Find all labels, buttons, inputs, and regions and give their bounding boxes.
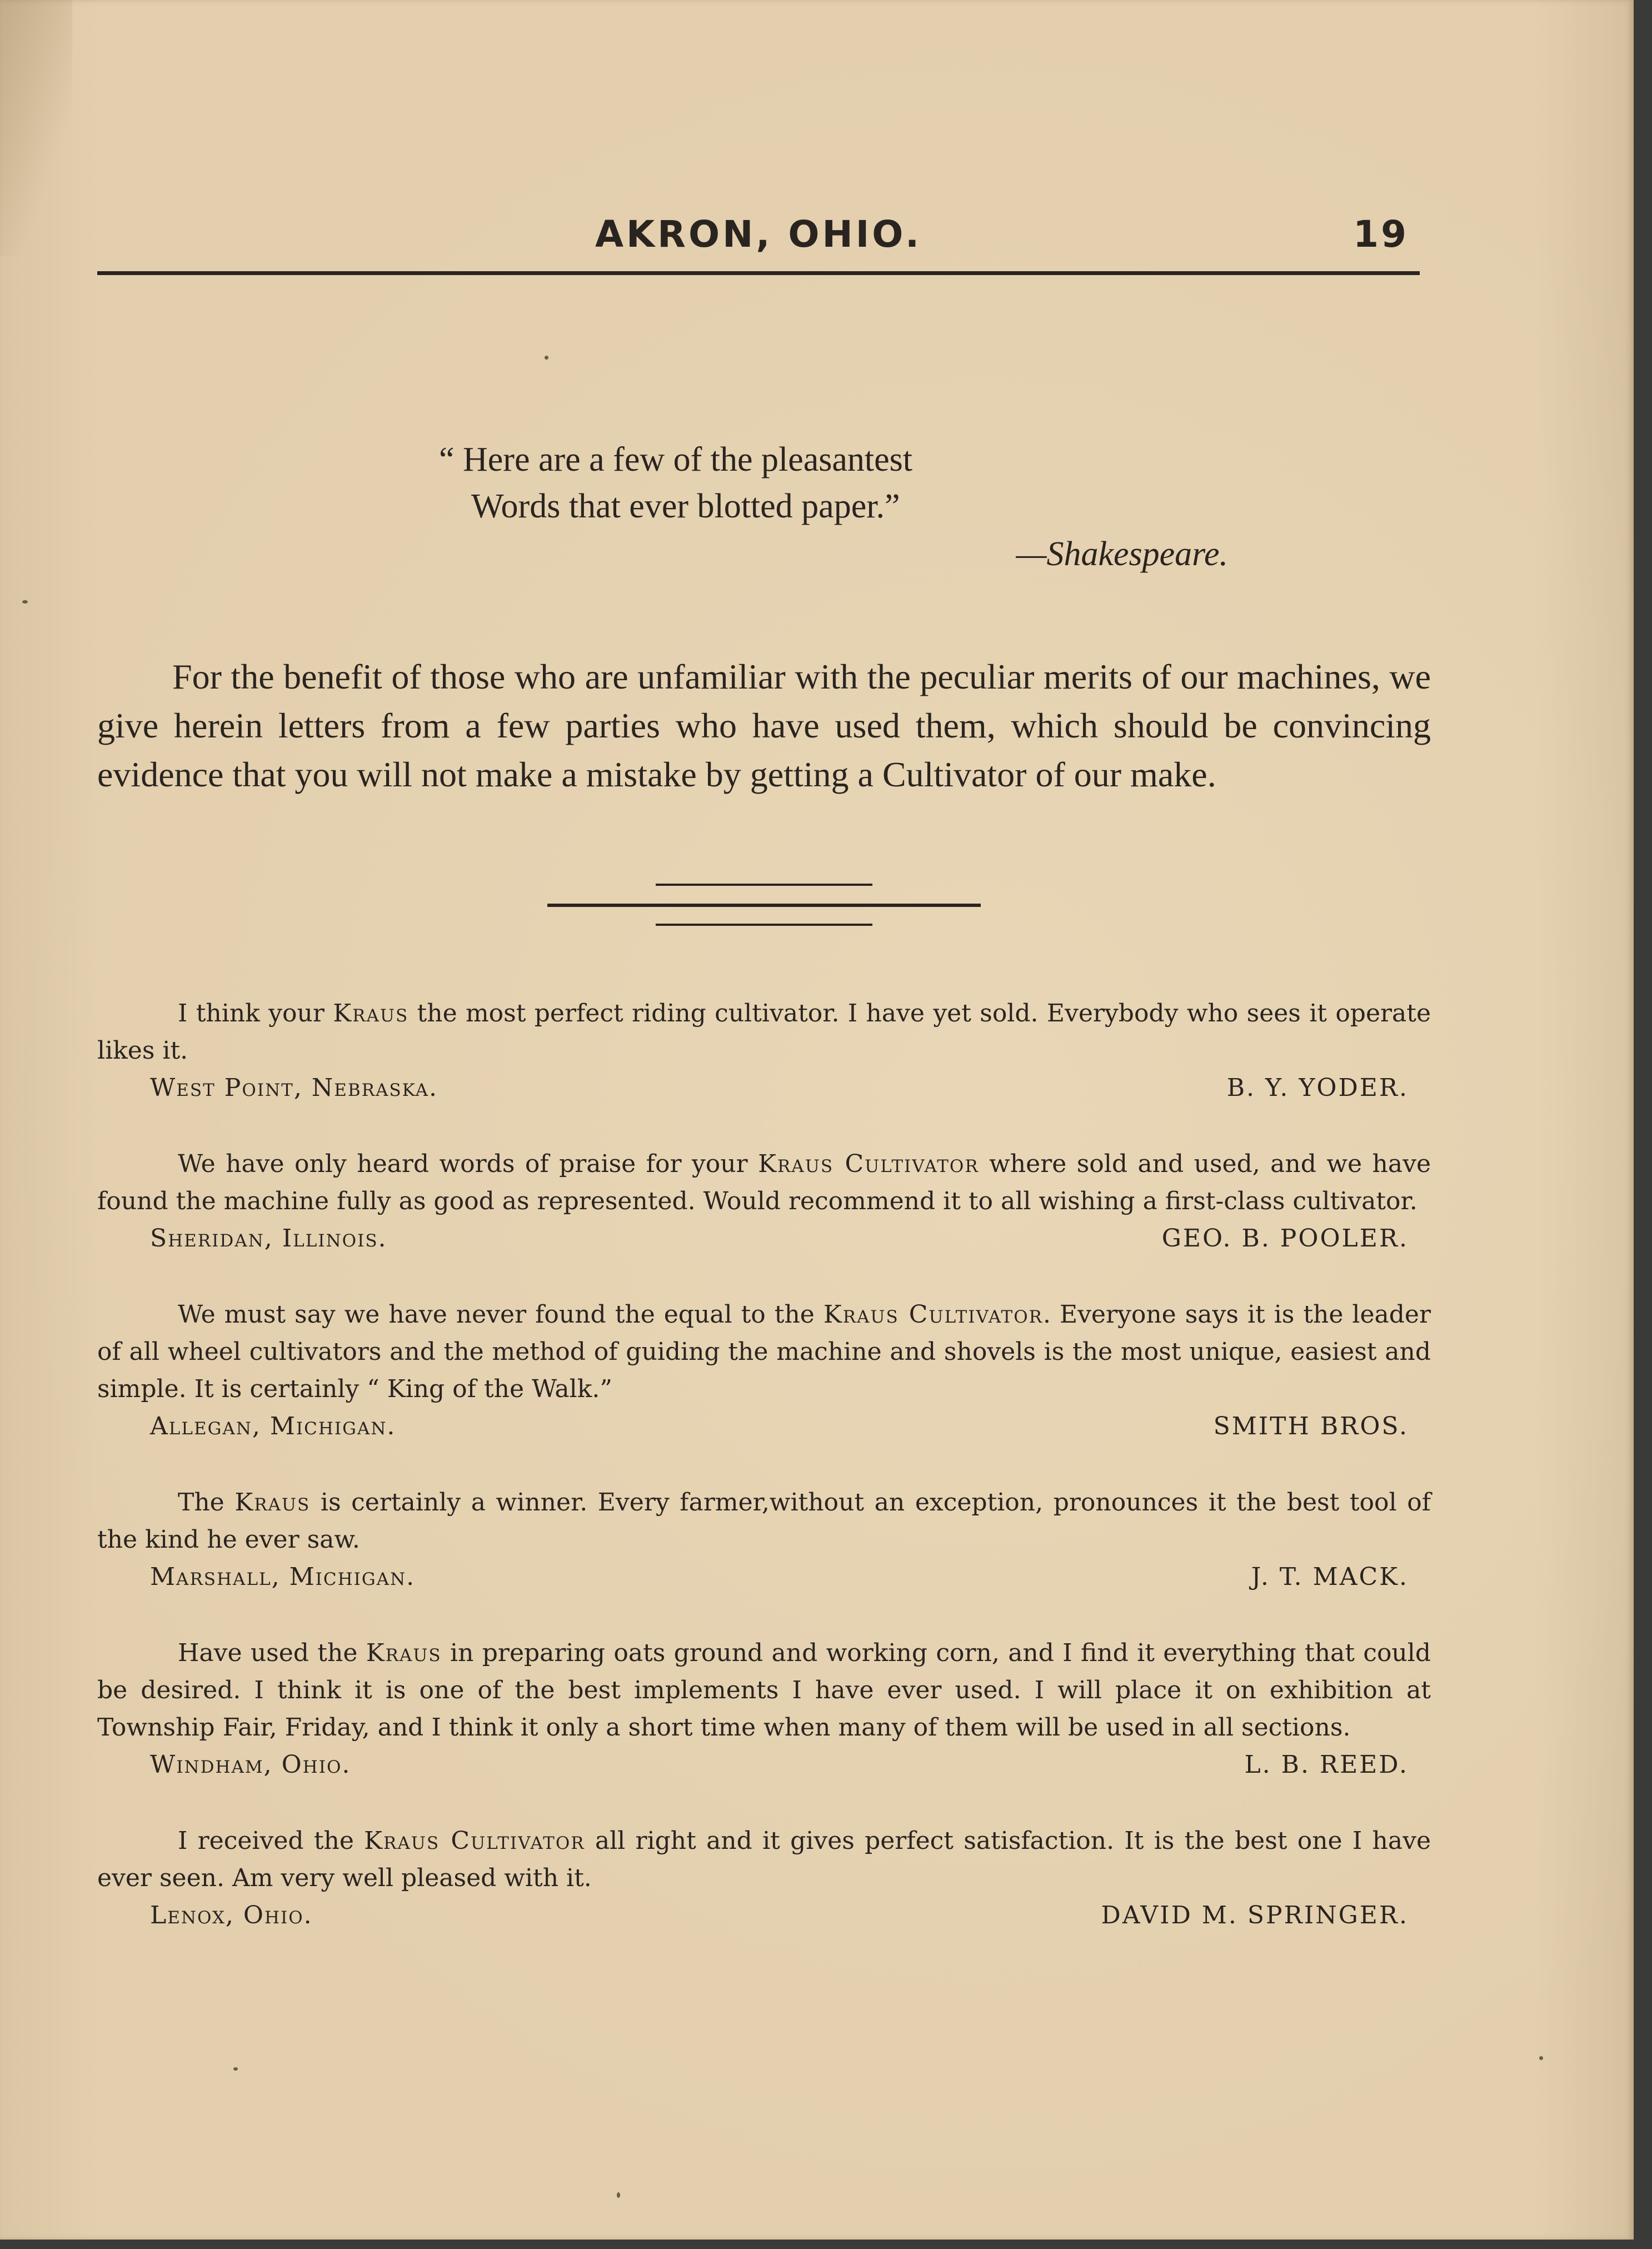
brand-name: Kraus Cultivator [758,1150,979,1178]
testimonial-author: SMITH BROS. [1213,1412,1409,1440]
running-header [97,203,1420,270]
testimonial-signature [97,1746,1431,1783]
testimonial-signature [97,1408,1431,1445]
brand-name: Kraus [366,1639,442,1667]
testimonial [97,1634,1431,1783]
header-title: AKRON, OHIO. [595,213,922,256]
testimonial [97,1145,1431,1257]
divider-rule-top [656,884,872,886]
testimonial [97,995,1431,1106]
testimonials-list [97,995,1431,1973]
testimonial-location: Lenox, Ohio. [150,1901,313,1929]
page-number: 19 [1353,213,1409,256]
testimonial-location: Marshall, Michigan. [150,1563,416,1591]
testimonial [97,1822,1431,1934]
testimonial-author: DAVID M. SPRINGER. [1101,1901,1409,1929]
brand-name: Kraus Cultivator [823,1300,1043,1329]
testimonial [97,1484,1431,1595]
testimonial-author: GEO. B. POOLER. [1161,1224,1409,1253]
epigraph [439,436,1228,577]
epigraph-line-1: “ Here are a few of the pleasantest [439,441,913,478]
page-fold-shadow [0,0,72,256]
testimonial-signature [97,1897,1431,1934]
testimonial-location: West Point, Nebraska. [150,1074,438,1102]
divider-rule-bottom [656,924,872,926]
header-rule [97,271,1420,275]
testimonial [97,1296,1431,1445]
testimonial-location: Sheridan, Illinois. [150,1224,387,1253]
ornamental-divider [547,884,981,928]
paper-speck [233,2067,238,2071]
epigraph-attribution: —Shakespeare. [1016,535,1228,573]
testimonial-text: We have only heard words of praise for your Kraus Cultivator where sold and used, and we have found the machine fully as good as represented. Would recommend it to all wishing a first-class cultivator. [97,1150,1431,1215]
testimonial-location: Windham, Ohio. [150,1751,351,1779]
paper-speck [1539,2056,1543,2060]
epigraph-line-2: Words that ever blotted paper.” [471,487,900,525]
testimonial-signature [97,1220,1431,1257]
paper-speck [617,2192,620,2198]
brand-name: Kraus [234,1488,311,1517]
testimonial-text: I think your Kraus the most perfect riding cultivator. I have yet sold. Everybody who sees it operate likes it. [97,999,1431,1065]
intro-paragraph: For the benefit of those who are unfamiliar with the peculiar merits of our machines, we give herein letters from a few parties who have used them, which should be convincing evidence that you will not make a mistake by getting a Cultivator of our make. [97,657,1431,794]
testimonial-text: Have used the Kraus in preparing oats ground and working corn, and I find it everything that could be desired. I think it is one of the best implements I have ever used. I will place it on exhibition at Township Fair, Friday, and I think it only a short time when many of them will be used in all sections. [97,1639,1431,1742]
testimonial-location: Allegan, Michigan. [150,1412,396,1440]
testimonial-author: L. B. REED. [1244,1751,1409,1779]
testimonial-text: I received the Kraus Cultivator all right and it gives perfect satisfaction. It is the best one I have ever seen. Am very well pleased with it. [97,1827,1431,1892]
testimonial-signature [97,1069,1431,1106]
divider-rule-middle [547,904,981,907]
brand-name: Kraus Cultivator [364,1827,585,1855]
testimonial-signature [97,1558,1431,1595]
paper-speck [545,356,548,360]
testimonial-text: We must say we have never found the equal to the Kraus Cultivator. Everyone says it is the leader of all wheel cultivators and the method of guiding the machine and shovels is the most unique, easiest and simple. It is certainly “ King of the Walk.” [97,1300,1431,1403]
brand-name: Kraus [333,999,409,1028]
testimonial-author: J. T. MACK. [1251,1563,1409,1591]
paper-speck [22,600,28,604]
testimonial-author: B. Y. YODER. [1226,1074,1409,1102]
testimonial-text: The Kraus is certainly a winner. Every farmer,without an exception, pronounces it the best tool of the kind he ever saw. [97,1488,1431,1554]
